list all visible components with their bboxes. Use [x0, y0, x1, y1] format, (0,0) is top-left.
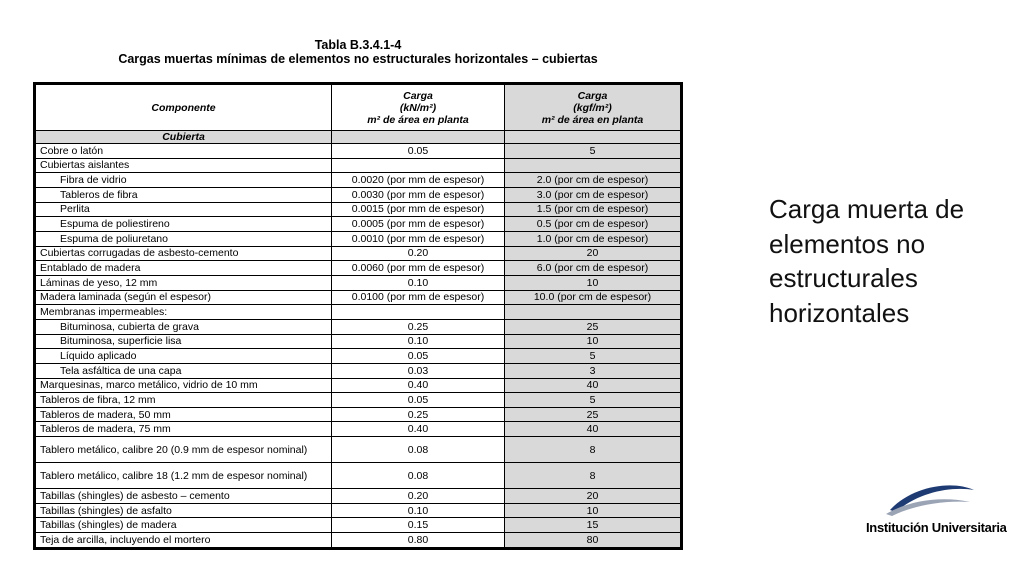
- table-row: [36, 275, 681, 290]
- row-kgf: [505, 158, 681, 173]
- row-kgf: 10: [505, 503, 681, 518]
- section-empty: [505, 131, 681, 144]
- row-kn: 0.0020 (por mm de espesor): [332, 173, 505, 188]
- row-component: Láminas de yeso, 12 mm: [36, 275, 332, 290]
- row-kn: 0.0015 (por mm de espesor): [332, 202, 505, 217]
- table-row: [36, 334, 681, 349]
- row-kn: 0.08: [332, 437, 505, 463]
- row-component: Bituminosa, superficie lisa: [36, 334, 332, 349]
- row-kgf: 10: [505, 334, 681, 349]
- table-row: [36, 261, 681, 276]
- row-component: Tabillas (shingles) de asfalto: [36, 503, 332, 518]
- table-row: [36, 533, 681, 548]
- row-kn: 0.20: [332, 246, 505, 261]
- row-kn: 0.05: [332, 144, 505, 159]
- row-component: Marquesinas, marco metálico, vidrio de 10 mm: [36, 378, 332, 393]
- row-kgf: 5: [505, 393, 681, 408]
- table-row: [36, 202, 681, 217]
- row-kn: 0.10: [332, 503, 505, 518]
- row-kgf: 5: [505, 144, 681, 159]
- table-title: [34, 38, 682, 66]
- table-row: [36, 305, 681, 320]
- row-component: Cubiertas aislantes: [36, 158, 332, 173]
- row-component: Perlita: [36, 202, 332, 217]
- itm-logo-mark: [882, 480, 978, 518]
- row-kgf: 80: [505, 533, 681, 548]
- table-row: [36, 158, 681, 173]
- row-component: Cobre o latón: [36, 144, 332, 159]
- header-componente: Componente: [36, 85, 332, 131]
- row-kn: 0.0005 (por mm de espesor): [332, 217, 505, 232]
- row-kn: 0.40: [332, 378, 505, 393]
- row-kn: 0.40: [332, 422, 505, 437]
- header-kn: [332, 85, 505, 131]
- row-kn: 0.10: [332, 334, 505, 349]
- row-kn: [332, 305, 505, 320]
- row-component: Entablado de madera: [36, 261, 332, 276]
- itm-logo: [866, 480, 1007, 540]
- row-kgf: 10: [505, 275, 681, 290]
- row-kn: 0.20: [332, 489, 505, 504]
- loads-table: [33, 82, 683, 550]
- row-component: Bituminosa, cubierta de grava: [36, 319, 332, 334]
- section-row: [36, 131, 681, 144]
- table-row: [36, 407, 681, 422]
- row-component: Tablero metálico, calibre 20 (0.9 mm de espesor nominal): [36, 437, 332, 463]
- header-kn-line2: (kN/m²): [399, 101, 437, 114]
- row-kgf: 3.0 (por cm de espesor): [505, 187, 681, 202]
- row-component: Teja de arcilla, incluyendo el mortero: [36, 533, 332, 548]
- table-row: [36, 378, 681, 393]
- row-kgf: [505, 305, 681, 320]
- table-row: [36, 422, 681, 437]
- row-kgf: 2.0 (por cm de espesor): [505, 173, 681, 188]
- row-kn: 0.05: [332, 349, 505, 364]
- table-row: [36, 246, 681, 261]
- itm-logo-caption: Institución Universitaria: [866, 520, 1007, 535]
- row-component: Espuma de poliuretano: [36, 231, 332, 246]
- row-kgf: 3: [505, 363, 681, 378]
- table-row: [36, 393, 681, 408]
- row-kgf: 20: [505, 489, 681, 504]
- table-row: [36, 463, 681, 489]
- header-kgf-line3: m² de área en planta: [541, 113, 644, 126]
- row-kn: 0.10: [332, 275, 505, 290]
- row-kn: 0.08: [332, 463, 505, 489]
- table-row: [36, 231, 681, 246]
- table-row: [36, 319, 681, 334]
- table-row: [36, 290, 681, 305]
- row-kgf: 25: [505, 319, 681, 334]
- header-kgf: [505, 85, 681, 131]
- section-label: Cubierta: [36, 131, 332, 144]
- row-kgf: 20: [505, 246, 681, 261]
- slide-heading: Carga muerta de elementos no estructurales horizontales: [769, 194, 965, 328]
- row-kn: 0.0010 (por mm de espesor): [332, 231, 505, 246]
- row-kgf: 40: [505, 378, 681, 393]
- row-kgf: 5: [505, 349, 681, 364]
- row-kgf: 8: [505, 463, 681, 489]
- row-component: Tablero metálico, calibre 18 (1.2 mm de espesor nominal): [36, 463, 332, 489]
- row-component: Tableros de fibra, 12 mm: [36, 393, 332, 408]
- row-component: Membranas impermeables:: [36, 305, 332, 320]
- table-row: [36, 437, 681, 463]
- header-kgf-line1: Carga: [577, 89, 608, 102]
- row-kn: [332, 158, 505, 173]
- row-kgf: 15: [505, 518, 681, 533]
- row-kn: 0.0060 (por mm de espesor): [332, 261, 505, 276]
- row-component: Líquido aplicado: [36, 349, 332, 364]
- table-number: Tabla B.3.4.1-4: [314, 38, 402, 52]
- row-kn: 0.0100 (por mm de espesor): [332, 290, 505, 305]
- row-component: Fibra de vidrio: [36, 173, 332, 188]
- row-kgf: 40: [505, 422, 681, 437]
- row-kgf: 25: [505, 407, 681, 422]
- row-component: Tableros de madera, 75 mm: [36, 422, 332, 437]
- table-row: [36, 518, 681, 533]
- table-row: [36, 489, 681, 504]
- row-kgf: 1.5 (por cm de espesor): [505, 202, 681, 217]
- row-kn: 0.25: [332, 319, 505, 334]
- row-component: Cubiertas corrugadas de asbesto-cemento: [36, 246, 332, 261]
- table-row: [36, 503, 681, 518]
- table-row: [36, 173, 681, 188]
- header-kn-line3: m² de área en planta: [367, 113, 469, 126]
- row-component: Espuma de poliestireno: [36, 217, 332, 232]
- row-kn: 0.15: [332, 518, 505, 533]
- row-component: Tableros de fibra: [36, 187, 332, 202]
- row-component: Tabillas (shingles) de asbesto – cemento: [36, 489, 332, 504]
- row-component: Tableros de madera, 50 mm: [36, 407, 332, 422]
- header-kn-line1: Carga: [403, 89, 433, 102]
- row-component: Madera laminada (según el espesor): [36, 290, 332, 305]
- row-component: Tabillas (shingles) de madera: [36, 518, 332, 533]
- row-kgf: 6.0 (por cm de espesor): [505, 261, 681, 276]
- table-caption: Cargas muertas mínimas de elementos no estructurales horizontales – cubiertas: [118, 52, 598, 66]
- table-row: [36, 217, 681, 232]
- row-kgf: 0.5 (por cm de espesor): [505, 217, 681, 232]
- row-kn: 0.03: [332, 363, 505, 378]
- row-kn: 0.25: [332, 407, 505, 422]
- row-kgf: 10.0 (por cm de espesor): [505, 290, 681, 305]
- section-empty: [332, 131, 505, 144]
- table-row: [36, 349, 681, 364]
- row-kgf: 8: [505, 437, 681, 463]
- table-row: [36, 144, 681, 159]
- table-header-row: [36, 85, 681, 131]
- row-kn: 0.80: [332, 533, 505, 548]
- header-kgf-line2: (kgf/m²): [573, 101, 612, 114]
- table-row: [36, 363, 681, 378]
- table-row: [36, 187, 681, 202]
- row-component: Tela asfáltica de una capa: [36, 363, 332, 378]
- row-kn: 0.05: [332, 393, 505, 408]
- row-kgf: 1.0 (por cm de espesor): [505, 231, 681, 246]
- row-kn: 0.0030 (por mm de espesor): [332, 187, 505, 202]
